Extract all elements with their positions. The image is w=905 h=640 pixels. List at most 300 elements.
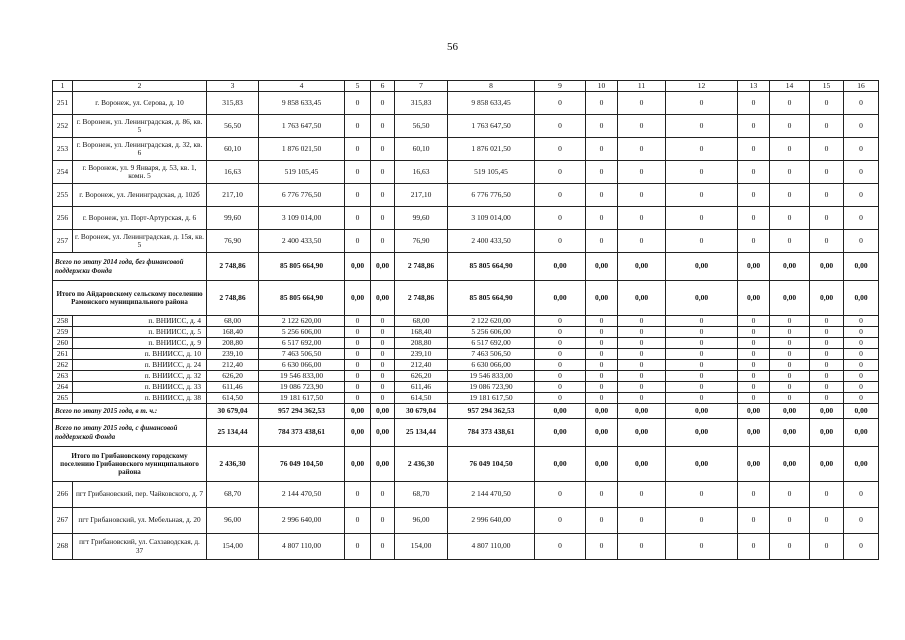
table-row bbox=[53, 327, 879, 338]
table-cell: 0 bbox=[535, 316, 586, 327]
table-row bbox=[53, 184, 879, 207]
table-cell: 56,50 bbox=[395, 115, 448, 138]
table-cell: 0 bbox=[666, 534, 738, 560]
table-cell: 1 763 647,50 bbox=[259, 115, 345, 138]
table-cell: 0 bbox=[586, 393, 618, 404]
table-cell: 0 bbox=[618, 207, 666, 230]
table-cell: 0 bbox=[810, 382, 844, 393]
table-cell: 0 bbox=[666, 349, 738, 360]
table-cell: 0 bbox=[345, 230, 371, 253]
table-cell: 0 bbox=[844, 382, 879, 393]
table-cell: 2 996 640,00 bbox=[259, 508, 345, 534]
table-cell: 0 bbox=[371, 207, 395, 230]
table-cell: 0 bbox=[345, 92, 371, 115]
table-cell: 0 bbox=[738, 92, 770, 115]
summary-value: 0,00 bbox=[770, 447, 810, 482]
table-cell: 1 763 647,50 bbox=[448, 115, 535, 138]
table-cell: 0 bbox=[345, 508, 371, 534]
table-cell: 0 bbox=[770, 230, 810, 253]
summary-value: 85 805 664,90 bbox=[259, 281, 345, 316]
row-number: 268 bbox=[53, 534, 73, 560]
table-row bbox=[53, 316, 879, 327]
table-cell: 217,10 bbox=[207, 184, 259, 207]
summary-label: Всего по этапу 2015 года, с финансовой поддержкой Фонда bbox=[53, 419, 207, 447]
summary-value: 85 805 664,90 bbox=[448, 281, 535, 316]
table-cell: 0 bbox=[586, 184, 618, 207]
table-cell: 0 bbox=[810, 316, 844, 327]
table-cell: 96,00 bbox=[207, 508, 259, 534]
table-row bbox=[53, 138, 879, 161]
table-cell: 0 bbox=[618, 338, 666, 349]
summary-value: 85 805 664,90 bbox=[448, 253, 535, 281]
table-cell: 60,10 bbox=[395, 138, 448, 161]
table-cell: 0 bbox=[345, 316, 371, 327]
table-cell: 0 bbox=[586, 534, 618, 560]
row-number: 254 bbox=[53, 161, 73, 184]
table-cell: 0 bbox=[371, 184, 395, 207]
column-number: 9 bbox=[535, 81, 586, 92]
summary-value: 0,00 bbox=[535, 281, 586, 316]
table-cell: 0 bbox=[666, 316, 738, 327]
table-cell: 0 bbox=[770, 316, 810, 327]
address-cell: г. Воронеж, ул. Ленинградская, д. 32, кв. 6 bbox=[73, 138, 207, 161]
table-cell: 3 109 014,00 bbox=[259, 207, 345, 230]
table-cell: 0 bbox=[770, 327, 810, 338]
table-cell: 5 256 606,00 bbox=[259, 327, 345, 338]
table-cell: 0 bbox=[345, 338, 371, 349]
column-number: 6 bbox=[371, 81, 395, 92]
table-cell: 9 858 633,45 bbox=[448, 92, 535, 115]
table-cell: 0 bbox=[844, 92, 879, 115]
summary-value: 2 748,86 bbox=[207, 281, 259, 316]
table-cell: 0 bbox=[666, 382, 738, 393]
address-cell: п. ВНИИСС, д. 24 bbox=[73, 360, 207, 371]
table-cell: 0 bbox=[618, 360, 666, 371]
column-number: 13 bbox=[738, 81, 770, 92]
table-cell: 0 bbox=[535, 371, 586, 382]
table-cell: 0 bbox=[770, 184, 810, 207]
row-number: 267 bbox=[53, 508, 73, 534]
table-cell: 0 bbox=[844, 360, 879, 371]
summary-value: 0,00 bbox=[738, 281, 770, 316]
table-cell: 2 144 470,50 bbox=[448, 482, 535, 508]
table-cell: 0 bbox=[738, 482, 770, 508]
table-cell: 0 bbox=[371, 349, 395, 360]
table-cell: 0 bbox=[586, 508, 618, 534]
table-cell: 6 517 692,00 bbox=[448, 338, 535, 349]
table-cell: 0 bbox=[666, 138, 738, 161]
table-cell: 6 776 776,50 bbox=[448, 184, 535, 207]
table-cell: 19 546 833,00 bbox=[448, 371, 535, 382]
summary-value: 76 049 104,50 bbox=[259, 447, 345, 482]
column-number: 2 bbox=[73, 81, 207, 92]
table-cell: 611,46 bbox=[207, 382, 259, 393]
column-number: 8 bbox=[448, 81, 535, 92]
table-cell: 19 181 617,50 bbox=[448, 393, 535, 404]
table-cell: 0 bbox=[770, 482, 810, 508]
summary-value: 0,00 bbox=[810, 419, 844, 447]
table-cell: 0 bbox=[371, 534, 395, 560]
table-cell: 0 bbox=[618, 230, 666, 253]
summary-value: 0,00 bbox=[586, 404, 618, 419]
summary-value: 0,00 bbox=[844, 404, 879, 419]
column-number: 15 bbox=[810, 81, 844, 92]
summary-value: 0,00 bbox=[618, 253, 666, 281]
table-cell: 0 bbox=[535, 534, 586, 560]
table-cell: 0 bbox=[844, 184, 879, 207]
summary-value: 0,00 bbox=[666, 253, 738, 281]
table-cell: 0 bbox=[770, 349, 810, 360]
table-row bbox=[53, 382, 879, 393]
table-row bbox=[53, 230, 879, 253]
summary-value: 2 436,30 bbox=[395, 447, 448, 482]
summary-value: 0,00 bbox=[345, 447, 371, 482]
table-cell: 0 bbox=[371, 508, 395, 534]
table-cell: 0 bbox=[738, 360, 770, 371]
summary-value: 0,00 bbox=[535, 419, 586, 447]
row-number: 266 bbox=[53, 482, 73, 508]
table-cell: 0 bbox=[586, 338, 618, 349]
table-cell: 68,00 bbox=[207, 316, 259, 327]
table-cell: 0 bbox=[371, 338, 395, 349]
table-cell: 212,40 bbox=[207, 360, 259, 371]
table-cell: 0 bbox=[738, 316, 770, 327]
summary-row bbox=[53, 253, 879, 281]
table-cell: 0 bbox=[535, 115, 586, 138]
table-cell: 0 bbox=[666, 92, 738, 115]
table-cell: 614,50 bbox=[395, 393, 448, 404]
summary-value: 0,00 bbox=[586, 253, 618, 281]
column-number: 1 bbox=[53, 81, 73, 92]
table-cell: 0 bbox=[618, 184, 666, 207]
table-cell: 0 bbox=[618, 92, 666, 115]
table-row bbox=[53, 360, 879, 371]
table-cell: 212,40 bbox=[395, 360, 448, 371]
table-cell: 0 bbox=[738, 508, 770, 534]
table-cell: 0 bbox=[618, 482, 666, 508]
table-cell: 0 bbox=[586, 382, 618, 393]
table-cell: 0 bbox=[738, 230, 770, 253]
table-cell: 0 bbox=[666, 371, 738, 382]
address-cell: г. Воронеж, ул. Порт-Артурская, д. 6 bbox=[73, 207, 207, 230]
column-number: 11 bbox=[618, 81, 666, 92]
table-cell: 0 bbox=[371, 161, 395, 184]
table-cell: 168,40 bbox=[395, 327, 448, 338]
table-cell: 154,00 bbox=[207, 534, 259, 560]
table-cell: 0 bbox=[738, 207, 770, 230]
summary-value: 0,00 bbox=[844, 447, 879, 482]
housing-table bbox=[52, 80, 879, 560]
table-cell: 2 996 640,00 bbox=[448, 508, 535, 534]
table-cell: 0 bbox=[770, 92, 810, 115]
table-cell: 0 bbox=[810, 393, 844, 404]
table-cell: 0 bbox=[535, 207, 586, 230]
summary-value: 0,00 bbox=[738, 447, 770, 482]
table-cell: 0 bbox=[810, 92, 844, 115]
table-cell: 611,46 bbox=[395, 382, 448, 393]
table-cell: 208,80 bbox=[395, 338, 448, 349]
table-cell: 0 bbox=[345, 360, 371, 371]
table-cell: 0 bbox=[810, 230, 844, 253]
table-cell: 0 bbox=[770, 360, 810, 371]
summary-value: 30 679,04 bbox=[395, 404, 448, 419]
table-cell: 99,60 bbox=[395, 207, 448, 230]
summary-value: 0,00 bbox=[810, 404, 844, 419]
table-cell: 0 bbox=[738, 115, 770, 138]
table-cell: 9 858 633,45 bbox=[259, 92, 345, 115]
table-cell: 239,10 bbox=[207, 349, 259, 360]
table-cell: 0 bbox=[738, 161, 770, 184]
summary-value: 0,00 bbox=[738, 404, 770, 419]
table-cell: 0 bbox=[666, 327, 738, 338]
summary-value: 0,00 bbox=[770, 404, 810, 419]
table-cell: 0 bbox=[666, 338, 738, 349]
table-cell: 0 bbox=[535, 161, 586, 184]
table-cell: 0 bbox=[535, 393, 586, 404]
table-row bbox=[53, 161, 879, 184]
table-cell: 0 bbox=[810, 508, 844, 534]
table-cell: 0 bbox=[586, 230, 618, 253]
table-cell: 0 bbox=[535, 184, 586, 207]
summary-label: Всего по этапу 2014 года, без финансовой поддержки Фонда bbox=[53, 253, 207, 281]
row-number: 265 bbox=[53, 393, 73, 404]
table-cell: 217,10 bbox=[395, 184, 448, 207]
table-cell: 99,60 bbox=[207, 207, 259, 230]
table-cell: 0 bbox=[345, 349, 371, 360]
table-cell: 0 bbox=[618, 382, 666, 393]
table-cell: 68,00 bbox=[395, 316, 448, 327]
table-cell: 3 109 014,00 bbox=[448, 207, 535, 230]
table-cell: 0 bbox=[371, 393, 395, 404]
column-number: 3 bbox=[207, 81, 259, 92]
table-cell: 0 bbox=[586, 92, 618, 115]
column-number: 4 bbox=[259, 81, 345, 92]
table-cell: 0 bbox=[618, 508, 666, 534]
table-cell: 0 bbox=[666, 360, 738, 371]
table-cell: 0 bbox=[618, 349, 666, 360]
table-cell: 0 bbox=[371, 115, 395, 138]
summary-value: 0,00 bbox=[618, 404, 666, 419]
table-cell: 0 bbox=[535, 382, 586, 393]
summary-label: Итого по Айдаровскому сельскому поселению Рамонского муниципального района bbox=[53, 281, 207, 316]
table-cell: 0 bbox=[586, 161, 618, 184]
table-cell: 0 bbox=[371, 316, 395, 327]
row-number: 253 bbox=[53, 138, 73, 161]
column-number: 14 bbox=[770, 81, 810, 92]
summary-value: 957 294 362,53 bbox=[448, 404, 535, 419]
table-cell: 2 400 433,50 bbox=[448, 230, 535, 253]
table-cell: 0 bbox=[345, 161, 371, 184]
table-cell: 0 bbox=[345, 371, 371, 382]
address-cell: п. ВНИИСС, д. 9 bbox=[73, 338, 207, 349]
table-cell: 7 463 506,50 bbox=[259, 349, 345, 360]
table-cell: 0 bbox=[666, 115, 738, 138]
table-cell: 0 bbox=[371, 371, 395, 382]
address-cell: п. ВНИИСС, д. 32 bbox=[73, 371, 207, 382]
table-row bbox=[53, 349, 879, 360]
table-cell: 76,90 bbox=[395, 230, 448, 253]
table-cell: 0 bbox=[618, 534, 666, 560]
table-cell: 6 630 066,00 bbox=[259, 360, 345, 371]
summary-value: 784 373 438,61 bbox=[259, 419, 345, 447]
table-cell: 0 bbox=[844, 349, 879, 360]
table-cell: 0 bbox=[666, 230, 738, 253]
table-cell: 0 bbox=[345, 115, 371, 138]
table-cell: 0 bbox=[586, 360, 618, 371]
column-number: 7 bbox=[395, 81, 448, 92]
table-cell: 0 bbox=[738, 184, 770, 207]
table-cell: 0 bbox=[810, 138, 844, 161]
table-cell: 68,70 bbox=[395, 482, 448, 508]
summary-value: 0,00 bbox=[810, 281, 844, 316]
table-cell: 0 bbox=[618, 371, 666, 382]
header-row bbox=[53, 81, 879, 92]
table-cell: 0 bbox=[666, 393, 738, 404]
table-cell: 68,70 bbox=[207, 482, 259, 508]
summary-value: 2 436,30 bbox=[207, 447, 259, 482]
table-cell: 56,50 bbox=[207, 115, 259, 138]
summary-value: 0,00 bbox=[618, 281, 666, 316]
column-number: 5 bbox=[345, 81, 371, 92]
summary-value: 0,00 bbox=[810, 253, 844, 281]
summary-value: 0,00 bbox=[844, 419, 879, 447]
summary-value: 0,00 bbox=[738, 419, 770, 447]
row-number: 261 bbox=[53, 349, 73, 360]
table-cell: 0 bbox=[844, 230, 879, 253]
table-cell: 19 546 833,00 bbox=[259, 371, 345, 382]
table-row bbox=[53, 207, 879, 230]
table-row bbox=[53, 508, 879, 534]
table-cell: 0 bbox=[371, 360, 395, 371]
summary-value: 0,00 bbox=[586, 419, 618, 447]
table-row bbox=[53, 338, 879, 349]
table-cell: 0 bbox=[666, 482, 738, 508]
table-cell: 0 bbox=[770, 115, 810, 138]
address-cell: г. Воронеж, ул. Ленинградская, д. 15я, кв. 5 bbox=[73, 230, 207, 253]
table-cell: 6 517 692,00 bbox=[259, 338, 345, 349]
table-cell: 2 400 433,50 bbox=[259, 230, 345, 253]
table-cell: 0 bbox=[810, 349, 844, 360]
table-cell: 0 bbox=[371, 482, 395, 508]
table-cell: 0 bbox=[810, 482, 844, 508]
table-cell: 0 bbox=[371, 230, 395, 253]
summary-value: 25 134,44 bbox=[395, 419, 448, 447]
table-row bbox=[53, 92, 879, 115]
table-cell: 0 bbox=[844, 338, 879, 349]
summary-value: 0,00 bbox=[586, 447, 618, 482]
table-cell: 0 bbox=[844, 161, 879, 184]
address-cell: г. Воронеж, ул. Серова, д. 10 bbox=[73, 92, 207, 115]
table-cell: 0 bbox=[844, 393, 879, 404]
table-cell: 239,10 bbox=[395, 349, 448, 360]
column-number: 16 bbox=[844, 81, 879, 92]
summary-value: 0,00 bbox=[371, 253, 395, 281]
table-cell: 0 bbox=[586, 115, 618, 138]
summary-value: 0,00 bbox=[371, 447, 395, 482]
table-cell: 19 086 723,90 bbox=[259, 382, 345, 393]
summary-value: 0,00 bbox=[345, 281, 371, 316]
table-cell: 0 bbox=[586, 371, 618, 382]
table-cell: 0 bbox=[844, 316, 879, 327]
summary-row bbox=[53, 419, 879, 447]
summary-value: 0,00 bbox=[535, 253, 586, 281]
summary-value: 784 373 438,61 bbox=[448, 419, 535, 447]
summary-value: 2 748,86 bbox=[395, 281, 448, 316]
address-cell: п. ВНИИСС, д. 38 bbox=[73, 393, 207, 404]
summary-value: 85 805 664,90 bbox=[259, 253, 345, 281]
summary-value: 0,00 bbox=[618, 447, 666, 482]
table-cell: 315,83 bbox=[207, 92, 259, 115]
table-cell: 0 bbox=[535, 92, 586, 115]
table-cell: 0 bbox=[770, 508, 810, 534]
row-number: 252 bbox=[53, 115, 73, 138]
table-cell: 1 876 021,50 bbox=[448, 138, 535, 161]
table-cell: 0 bbox=[345, 534, 371, 560]
table-cell: 0 bbox=[618, 316, 666, 327]
table-cell: 0 bbox=[738, 393, 770, 404]
row-number: 259 bbox=[53, 327, 73, 338]
table-cell: 4 807 110,00 bbox=[259, 534, 345, 560]
summary-value: 0,00 bbox=[371, 404, 395, 419]
table-cell: 0 bbox=[738, 371, 770, 382]
summary-value: 0,00 bbox=[810, 447, 844, 482]
table-row bbox=[53, 393, 879, 404]
table-cell: 0 bbox=[371, 327, 395, 338]
table-cell: 0 bbox=[770, 138, 810, 161]
page-number: 56 bbox=[447, 41, 458, 53]
address-cell: пгт Грибановский, ул. Мебельная, д. 20 bbox=[73, 508, 207, 534]
table-row bbox=[53, 371, 879, 382]
table-cell: 0 bbox=[666, 161, 738, 184]
table-cell: 626,20 bbox=[395, 371, 448, 382]
summary-value: 0,00 bbox=[586, 281, 618, 316]
table-cell: 0 bbox=[371, 138, 395, 161]
summary-value: 0,00 bbox=[844, 253, 879, 281]
table-cell: 0 bbox=[618, 115, 666, 138]
table-cell: 0 bbox=[810, 371, 844, 382]
table-cell: 0 bbox=[535, 508, 586, 534]
summary-label: Всего по этапу 2015 года, в т. ч.: bbox=[53, 404, 207, 419]
table-cell: 0 bbox=[810, 327, 844, 338]
table-cell: 0 bbox=[535, 482, 586, 508]
table-cell: 0 bbox=[618, 393, 666, 404]
table-cell: 96,00 bbox=[395, 508, 448, 534]
table-cell: 0 bbox=[770, 338, 810, 349]
summary-value: 30 679,04 bbox=[207, 404, 259, 419]
column-number: 12 bbox=[666, 81, 738, 92]
table-cell: 0 bbox=[345, 382, 371, 393]
address-cell: пгт Грибановский, пер. Чайковского, д. 7 bbox=[73, 482, 207, 508]
table-cell: 0 bbox=[738, 138, 770, 161]
table-cell: 0 bbox=[738, 338, 770, 349]
table-row bbox=[53, 534, 879, 560]
summary-label: Итого по Грибановскому городскому поселению Грибановского муниципального района bbox=[53, 447, 207, 482]
table-cell: 6 776 776,50 bbox=[259, 184, 345, 207]
summary-value: 2 748,86 bbox=[207, 253, 259, 281]
table-cell: 0 bbox=[586, 349, 618, 360]
table-cell: 0 bbox=[738, 349, 770, 360]
table-cell: 0 bbox=[535, 230, 586, 253]
table-cell: 4 807 110,00 bbox=[448, 534, 535, 560]
table-cell: 0 bbox=[770, 161, 810, 184]
table-cell: 0 bbox=[618, 161, 666, 184]
address-cell: п. ВНИИСС, д. 33 bbox=[73, 382, 207, 393]
summary-value: 0,00 bbox=[666, 419, 738, 447]
table-cell: 19 086 723,90 bbox=[448, 382, 535, 393]
table-cell: 0 bbox=[371, 92, 395, 115]
table-cell: 519 105,45 bbox=[448, 161, 535, 184]
summary-value: 0,00 bbox=[770, 419, 810, 447]
